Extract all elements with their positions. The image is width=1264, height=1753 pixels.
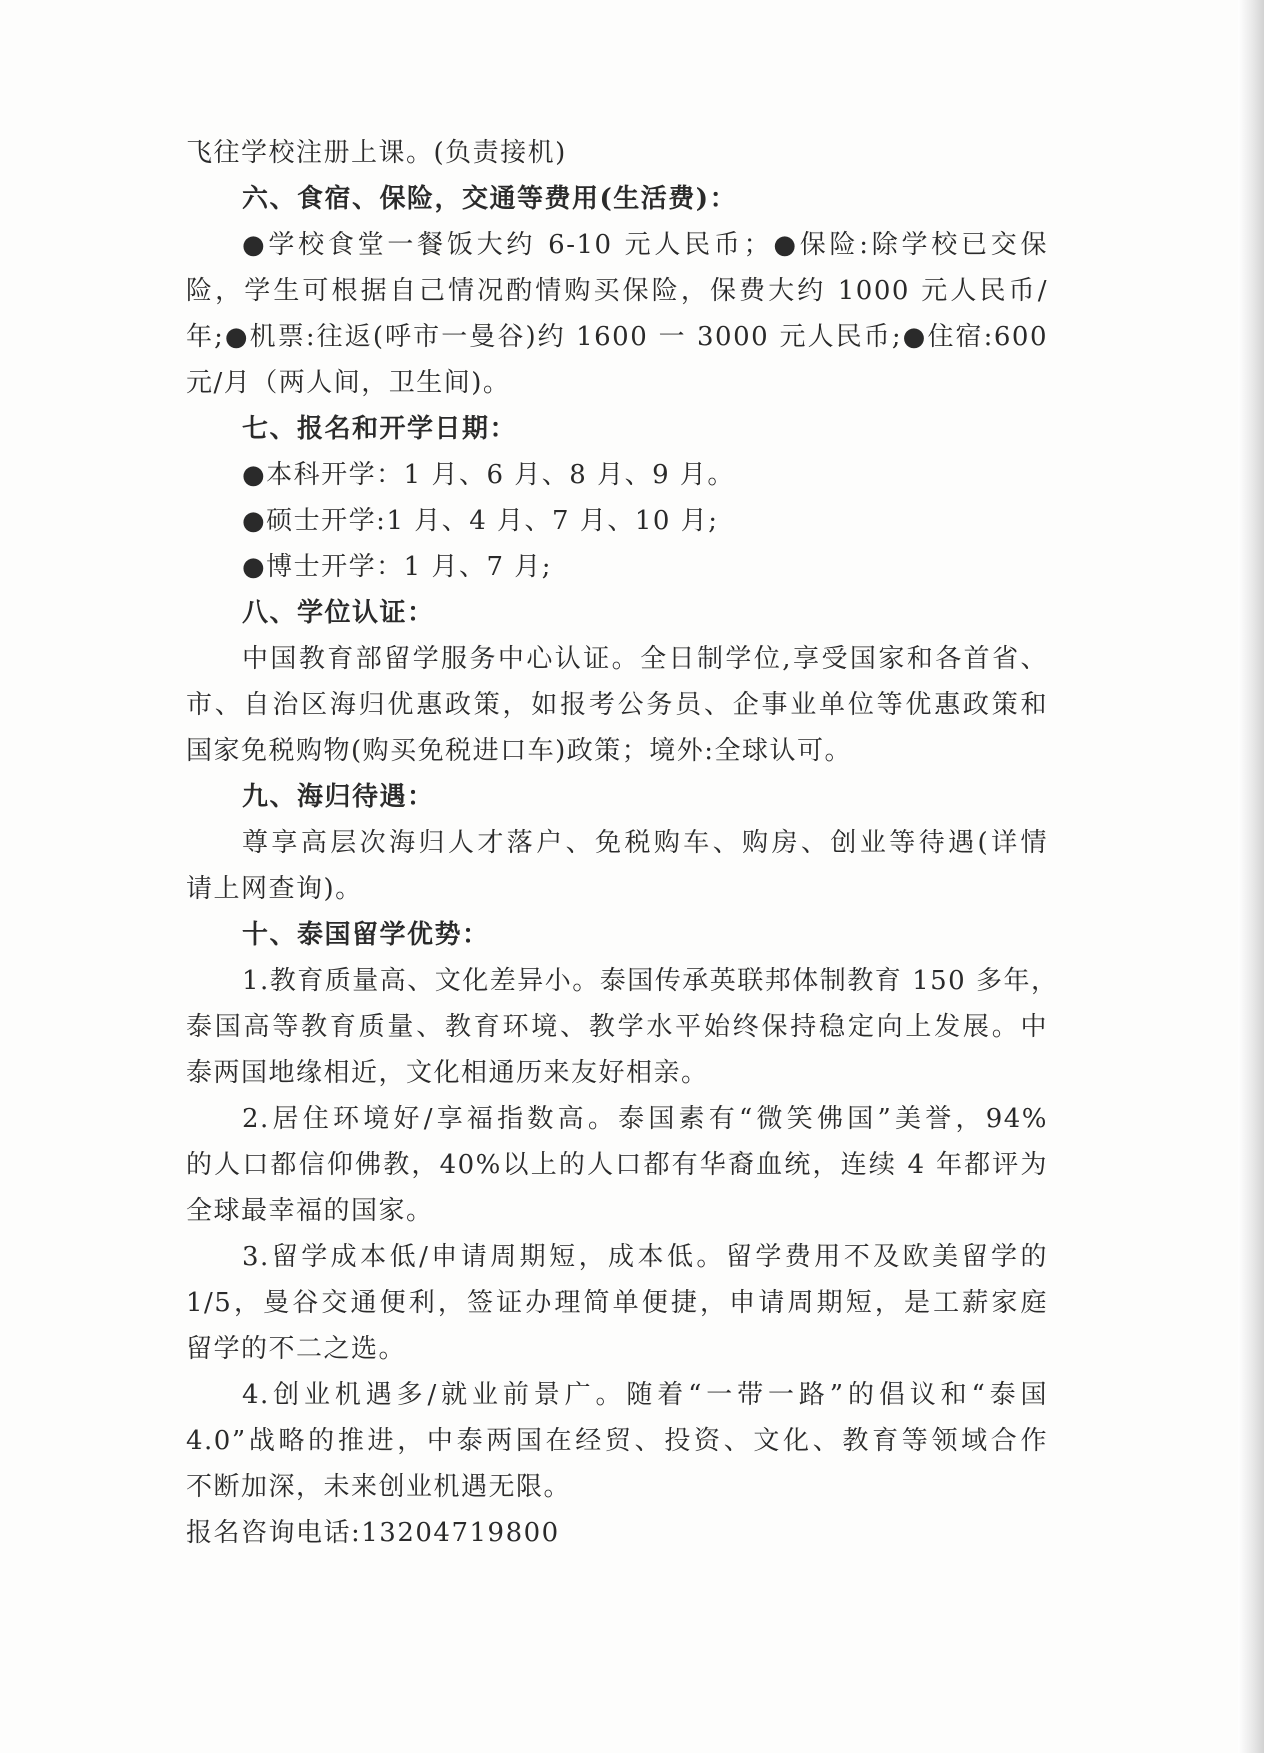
text-line: 国家免税购物(购买免税进口车)政策；境外:全球认可。 [186,736,853,766]
text-line: 留学的不二之选。 [186,1334,407,1364]
document-body [186,130,1059,1556]
text-line: 尊享高层次海归人才落户、免税购车、购房、创业等待遇(详情 [242,828,1048,858]
text-line: ●博士开学：1 月、7 月; [242,552,553,582]
section-heading-meals-insurance: 六、食宿、保险，交通等费用(生活费)： [242,184,738,214]
text-line: ●本科开学：1 月、6 月、8 月、9 月。 [242,460,735,490]
text-line: 全球最幸福的国家。 [186,1196,434,1226]
text-line: 不断加深，未来创业机遇无限。 [186,1472,572,1502]
text-line: 请上网查询)。 [186,874,363,904]
page-edge-shadow [1238,0,1264,1753]
text-line: 2.居住环境好/享福指数高。泰国素有“微笑佛国”美誉，94% [242,1104,1048,1134]
text-line: 4.0”战略的推进，中泰两国在经贸、投资、文化、教育等领域合作 [186,1426,1048,1456]
text-line: 中国教育部留学服务中心认证。全日制学位,享受国家和各首省、 [242,644,1048,674]
text-line: 1.教育质量高、文化差异小。泰国传承英联邦体制教育 150 多年， [242,966,1059,996]
text-line: 年;●机票:往返(呼市一曼谷)约 1600 一 3000 元人民币;●住宿:600 [186,322,1048,352]
contact-phone-line: 报名咨询电话:13204719800 [186,1518,560,1548]
text-line: 飞往学校注册上课。(负责接机) [186,138,567,168]
section-heading-degree-certification: 八、学位认证： [242,598,435,628]
text-line: 1/5，曼谷交通便利，签证办理简单便捷，申请周期短，是工薪家庭 [186,1288,1048,1318]
text-line: 险，学生可根据自己情况酌情购买保险，保费大约 1000 元人民币/ [186,276,1048,306]
section-heading-thailand-advantages: 十、泰国留学优势： [242,920,490,950]
text-line: 元/月（两人间，卫生间)。 [186,368,511,398]
text-line: 泰两国地缘相近，文化相通历来友好相亲。 [186,1058,709,1088]
text-line: ●学校食堂一餐饭大约 6-10 元人民币；●保险:除学校已交保 [242,230,1048,260]
text-line: 3.留学成本低/申请周期短，成本低。留学费用不及欧美留学的 [242,1242,1048,1272]
text-line: 泰国高等教育质量、教育环境、教学水平始终保持稳定向上发展。中 [186,1012,1048,1042]
text-line: ●硕士开学:1 月、4 月、7 月、10 月; [242,506,719,536]
section-heading-returnee-benefits: 九、海归待遇： [242,782,435,812]
section-heading-enrollment-dates: 七、报名和开学日期： [242,414,518,444]
text-line: 的人口都信仰佛教，40%以上的人口都有华裔血统，连续 4 年都评为 [186,1150,1048,1180]
text-line: 市、自治区海归优惠政策，如报考公务员、企事业单位等优惠政策和 [186,690,1048,720]
text-line: 4.创业机遇多/就业前景广。随着“一带一路”的倡议和“泰国 [242,1380,1048,1410]
